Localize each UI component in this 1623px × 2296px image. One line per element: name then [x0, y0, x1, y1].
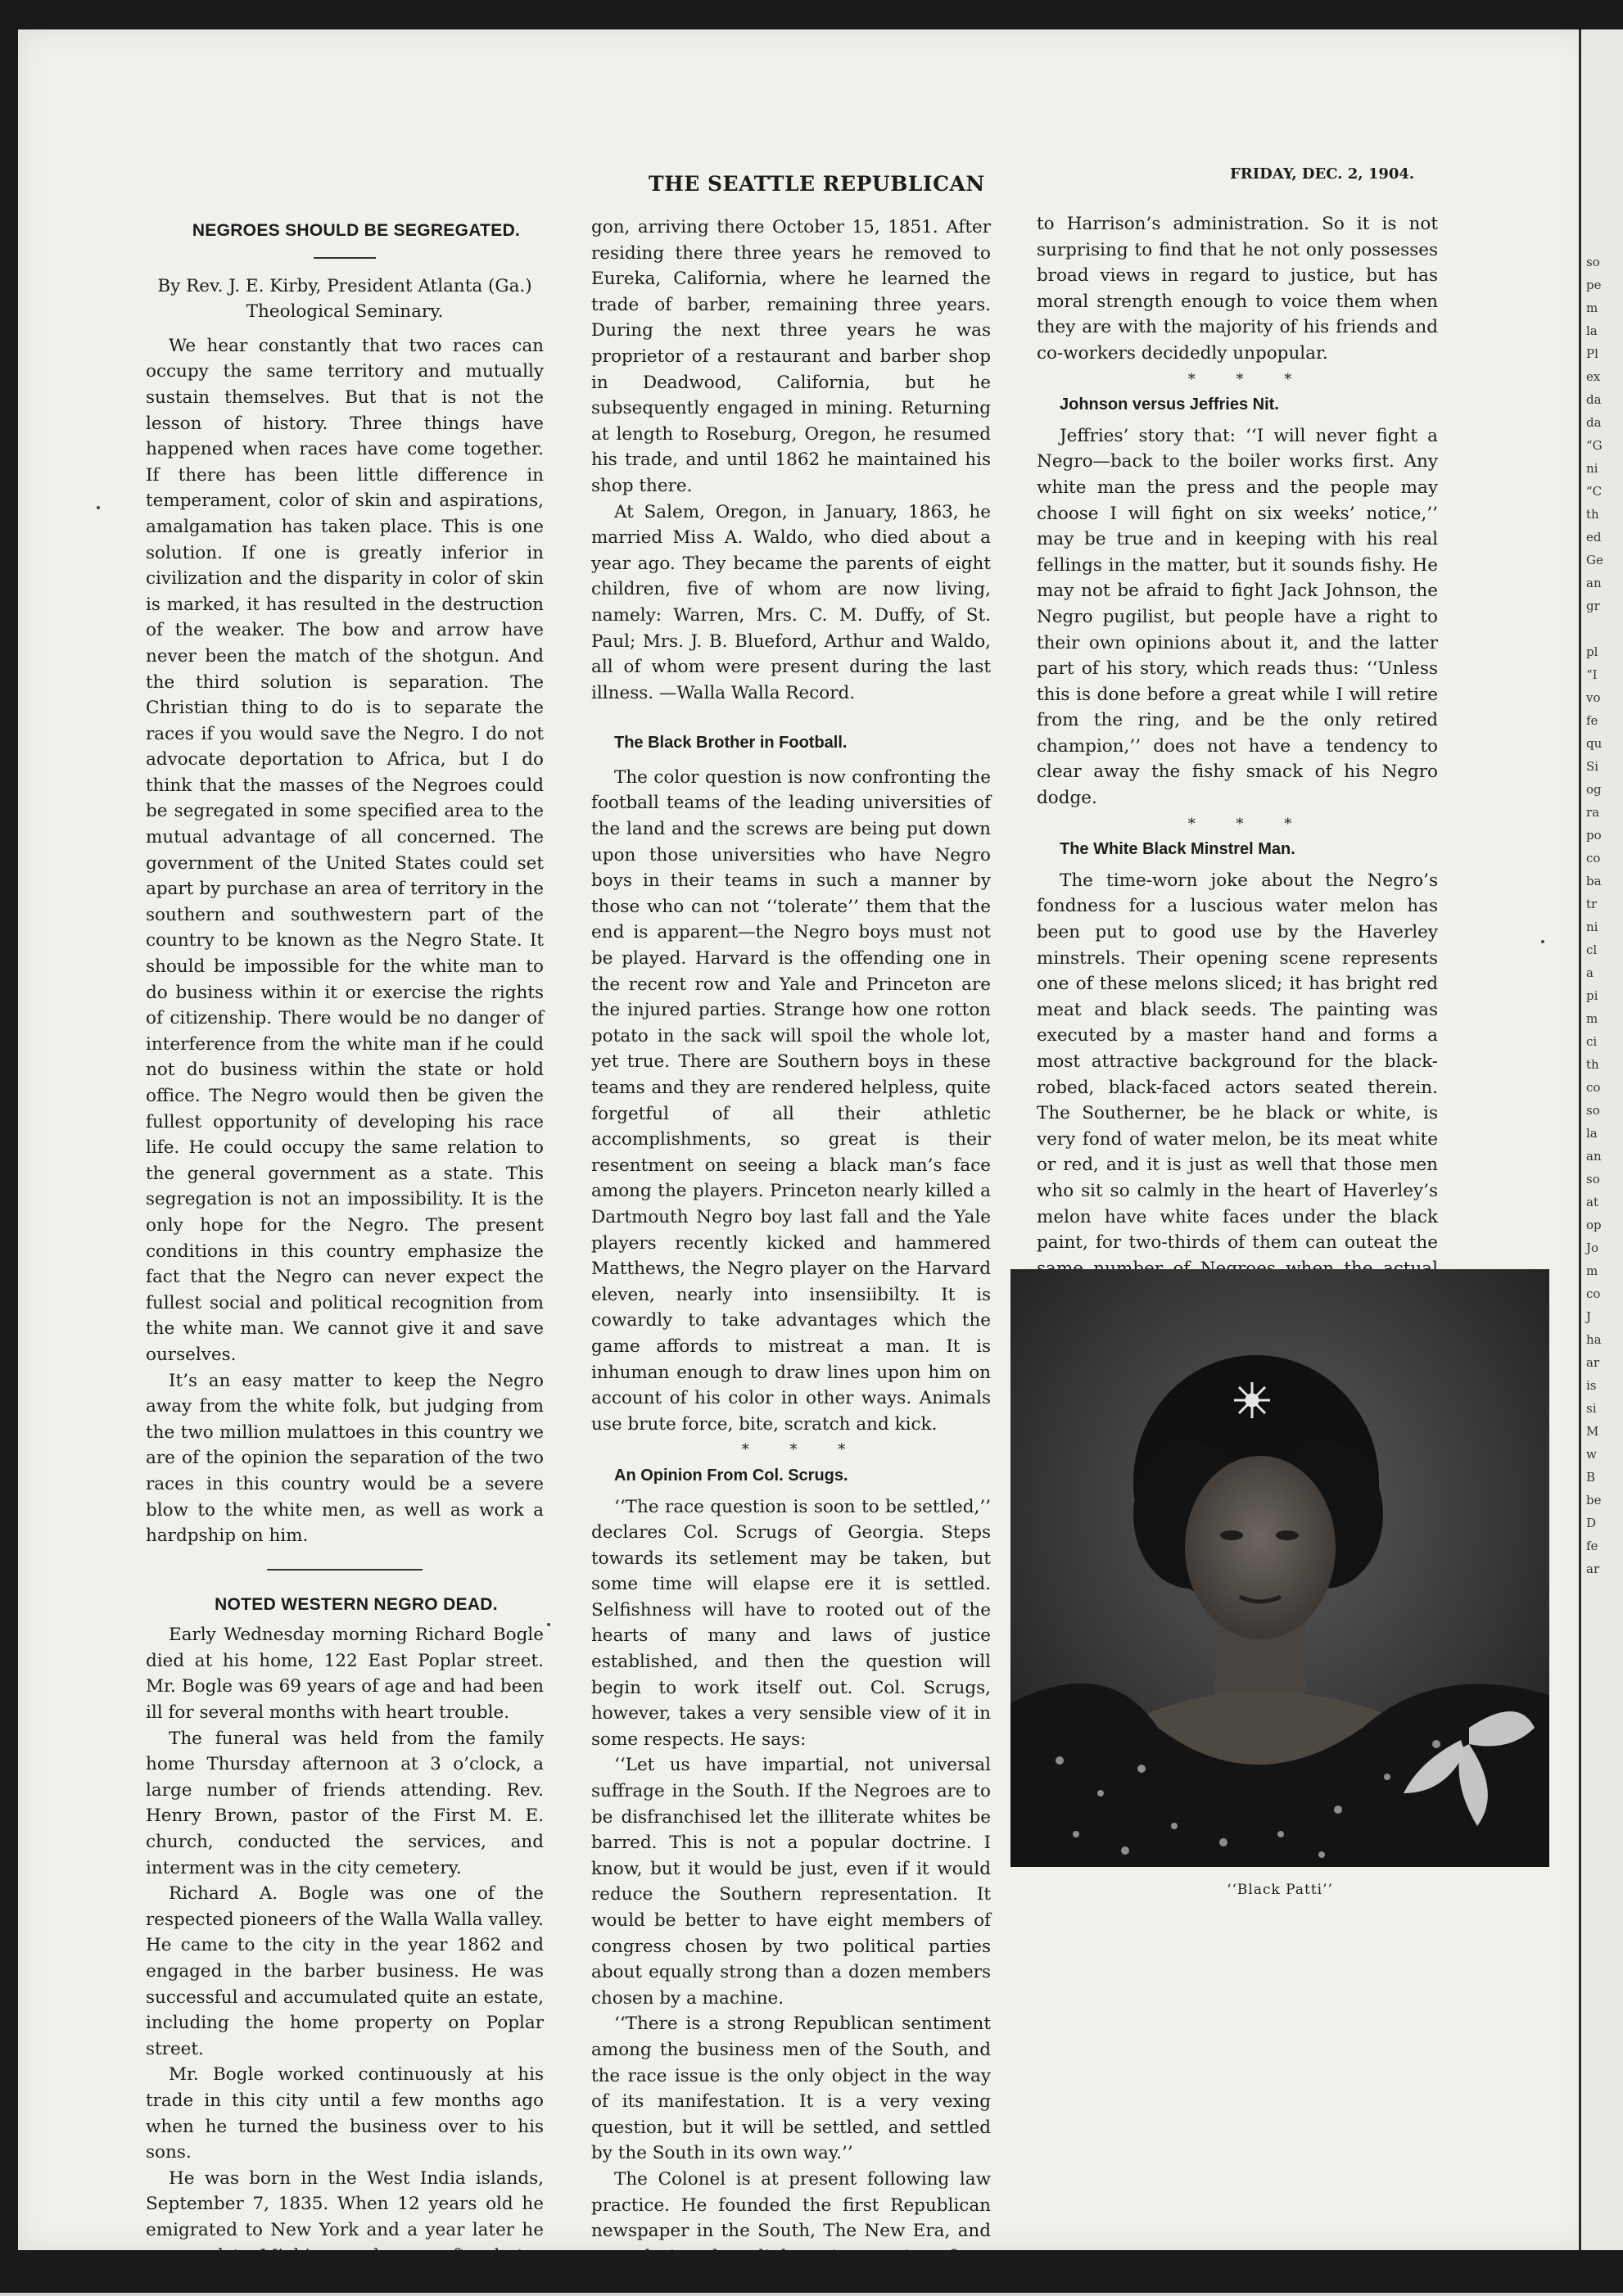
- adjacent-page-fragment: so: [1586, 255, 1600, 269]
- byline-line-2: Theological Seminary.: [246, 301, 444, 323]
- adjacent-page-fragment: Jo: [1586, 1241, 1599, 1255]
- adjacent-page-fragment: la: [1586, 323, 1598, 338]
- adjacent-page-fragment: pe: [1586, 278, 1602, 292]
- divider: [267, 1569, 423, 1571]
- section-separator: * * *: [1187, 370, 1310, 388]
- adjacent-page-fragment: ni: [1586, 461, 1598, 476]
- adjacent-page-fragment: D: [1586, 1516, 1597, 1530]
- portrait-photo: [1010, 1269, 1549, 1867]
- adjacent-page-fragment: so: [1586, 1103, 1600, 1118]
- paragraph: The funeral was held from the family home Thursday afternoon at 3 o’clock, a large number of friends attending. Rev. Henry Brown, pastor of the First M. E. church, conducted the services, and interment was in the city cemetery.: [146, 1728, 544, 1878]
- paragraph: Mr. Bogle worked continuously at his trade in this city until a few months ago when he turned the business over to his sons.: [146, 2064, 544, 2163]
- adjacent-page-fragment: a: [1586, 965, 1594, 980]
- adjacent-page-fragment: so: [1586, 1172, 1600, 1186]
- paragraph: ‘‘Let us have impartial, not universal suffrage in the South. If the Negroes are to be disfranchised let the illiterate whites be barred. This is not a popular doctrine. I know, but it would be just, even if it would reduce the Southern representation. It would be better to have eight members of congress chosen by two political parties about equally strong than a dozen members chosen by a machine.: [591, 1755, 991, 2009]
- print-speck: [97, 506, 100, 509]
- adjacent-page-fragment: da: [1586, 415, 1602, 430]
- paragraph: He was born in the West India islands, September 7, 1835. When 12 years old he emigrated to New York and a year later he removed to Michigan, whence, after but a brief residence he crossed the plains to Ore-: [146, 2167, 544, 2293]
- adjacent-page-fragment: is: [1586, 1378, 1597, 1393]
- adjacent-page-fragment: cl: [1586, 942, 1598, 957]
- adjacent-page-fragment: th: [1586, 1057, 1599, 1072]
- adjacent-page-fragment: Si: [1586, 759, 1599, 774]
- adjacent-page-fragment: tr: [1586, 897, 1598, 911]
- adjacent-page-fragment: si: [1586, 1401, 1597, 1416]
- adjacent-page-fragment: ba: [1586, 874, 1602, 888]
- portrait-illustration: [1010, 1269, 1549, 1867]
- paragraph: Jeffries’ story that: ‘‘I will never fight a Negro—back to the boiler works first. Any white man the press and the people may choose I will fight on six weeks’ notice,’’ may be true and in keeping with his real fellings in the matter, but it sounds fishy. He may not be afraid to fight Jack Johnson, the Negro pugilist, but people have a right to their own opinions about it, and the latter part of his story, which reads thus: ‘‘Unless this is done before a great while I will retire from the ring, and be the only retired champion,’’ does not have a tendency to clear away the fishy smack of his Negro dodge.: [1037, 425, 1438, 809]
- print-speck: [547, 1623, 550, 1626]
- adjacent-page-fragment: at: [1586, 1195, 1598, 1209]
- adjacent-page-fragment: vo: [1586, 690, 1601, 705]
- adjacent-page-fragments: [1581, 29, 1623, 1580]
- adjacent-page-fragment: Pl: [1586, 346, 1598, 361]
- adjacent-page-fragment: m: [1586, 1263, 1598, 1278]
- adjacent-page-fragment: ed: [1586, 530, 1602, 545]
- adjacent-page-fragment: ra: [1586, 805, 1600, 820]
- adjacent-page-fragment: la: [1586, 1126, 1598, 1141]
- adjacent-page-fragment: gr: [1586, 599, 1600, 613]
- adjacent-page-fragment: ni: [1586, 920, 1598, 934]
- adjacent-page-fragment: co: [1586, 1286, 1601, 1301]
- paragraph: gon, arriving there October 15, 1851. After residing there three years he removed to Eureka, California, where he learned the trade of barber, remaining three years. During the next three years he was proprietor of a restaurant and barber shop in Deadwood, California, but he subsequently engaged in mining. Returning at length to Roseburg, Oregon, he resumed his trade, and until 1862 he maintained his shop there.: [591, 217, 991, 496]
- divider: [314, 257, 376, 259]
- adjacent-page-fragment: J: [1586, 1309, 1592, 1324]
- masthead-title: THE SEATTLE REPUBLICAN: [649, 172, 985, 196]
- paragraph: The time-worn joke about the Negro’s fondness for a luscious water melon has been put to good use by the Haverley minstrels. Their opening scene represents one of these melons sliced; it has bright red meat and black seeds. The painting was executed by a master hand and forms a most attractive background for the black-robed, black-faced actors seated therein. The Southerner, be he black or white, is very fond of water melon, be its meat white or red, and it is just as well that those men who sit so calmly in the heart of Haverley’s melon have white faces under the black paint, for two-thirds of them can outeat the: [1037, 870, 1438, 1254]
- adjacent-page-fragment: co: [1586, 1080, 1601, 1095]
- headline-bogle: NOTED WESTERN NEGRO DEAD.: [215, 1594, 498, 1614]
- adjacent-page-fragment: Ge: [1586, 553, 1603, 567]
- adjacent-page-fragment: m: [1586, 301, 1598, 315]
- section-separator: * * *: [741, 1441, 864, 1459]
- adjacent-page-fragment: da: [1586, 392, 1602, 407]
- paragraph: ‘‘The race question is soon to be settled,’’ declares Col. Scrugs of Georgia. Steps towards its setlement may be taken, but some time will elapse ere it is settled. Selfishness will have to rooted out of the hearts of many and laws of justice established, and then the question will begin to work itself out. Col. Scrugs, however, takes a very sensible view of it in some respects. He says:: [591, 1496, 991, 1750]
- adjacent-page-fragment: an: [1586, 576, 1602, 590]
- adjacent-page-fragment: [1581, 617, 1623, 640]
- adjacent-page-fragment: fe: [1586, 1539, 1598, 1553]
- adjacent-page-fragment: th: [1586, 507, 1599, 522]
- adjacent-page-fragment: ar: [1586, 1562, 1600, 1576]
- headline-scrugs: An Opinion From Col. Scrugs.: [614, 1466, 848, 1485]
- paragraph: The Colonel is at present following law practice. He founded the first Republican newspaper in the South, The New Era, and served in the diplomatic service from Grant’s: [591, 2168, 991, 2294]
- adjacent-page-fragment: M: [1586, 1424, 1599, 1439]
- photo-caption: ‘‘Black Patti’’: [1227, 1882, 1333, 1898]
- adjacent-page-fragment: co: [1586, 851, 1601, 866]
- headline-segregated: NEGROES SHOULD BE SEGREGATED.: [192, 221, 521, 240]
- adjacent-page-fragment: ex: [1586, 369, 1601, 384]
- adjacent-page-fragment: op: [1586, 1218, 1602, 1232]
- adjacent-page-fragment: pl: [1586, 644, 1598, 659]
- byline-line-1: By Rev. J. E. Kirby, President Atlanta (Ga.): [157, 275, 532, 296]
- column-3: [1037, 211, 1438, 1308]
- adjacent-page-fragment: pi: [1586, 988, 1598, 1003]
- paragraph: Richard A. Bogle was one of the respected pioneers of the Walla Walla valley. He came to the city in the year 1862 and engaged in the barber business. He was successful and accumulated quite an estate, including the home property on Poplar street.: [146, 1883, 544, 2059]
- adjacent-page-fragment: qu: [1586, 736, 1603, 751]
- paragraph: ‘‘There is a strong Republican sentiment among the business men of the South, and the race issue is the only object in the way of its manifestation. It is a very vexing question, but it will be settled, and settled by the South in its own way.’’: [591, 2014, 991, 2164]
- adjacent-page-fragment: ha: [1586, 1332, 1602, 1347]
- adjacent-page-fragment: ar: [1586, 1355, 1600, 1370]
- adjacent-page-fragment: w: [1586, 1447, 1597, 1462]
- adjacent-page-fragment: an: [1586, 1149, 1602, 1164]
- adjacent-page-fragment: ci: [1586, 1034, 1598, 1049]
- adjacent-page-fragment: og: [1586, 782, 1602, 797]
- masthead-date: FRIDAY, DEC. 2, 1904.: [1230, 165, 1415, 183]
- column-1: [146, 218, 544, 2295]
- adjacent-page-fragment: “C: [1586, 484, 1603, 499]
- adjacent-page-fragment: “G: [1586, 438, 1603, 453]
- paragraph: We hear constantly that two races can occupy the same territory and mutually sustain themselves. But that is not the lesson of history. Three things have happened when races have come together. If there has been little difference in temperament, color of skin and aspirations, amalgamation has taken place. This is one solution. If one is greatly inferior in civilization and the disparity in color of skin is marked, it has resulted in the destruction of the weaker. The bow and arrow have never been the match of the shotgun. And the third solution is separation. The Christian thing to do is to separate the races if you would save the Negro. I do not advocate deportation to Africa, but I do think that the masses of the Negroes could be segregated in some specified area to the mutual advantage of all concerned. The government of the United States could set apart by purchase an area of territory in the southern and southwestern part of the country to be known as the Negro State. It should be impossible for the white man to do business within it or exercise the rights of citizenship. There would be no danger of interference from the white man if he could not do business within the state or hold office. The Negro would then be given the fullest opportunity of developing his race life. He could occupy the same relation to the general government as a state. This segregation is not an impossibility. It is the only hope for the Negro. The present conditions in this country emphasize the fact that the Negro can never expect the fullest social and political recognition from the white man. We cannot give it and save ourselves.: [146, 335, 544, 1365]
- paragraph: At Salem, Oregon, in January, 1863, he married Miss A. Waldo, who died about a year ago. They became the parents of eight children, five of whom are now living, namely: Warren, Mrs. C. M. Duffy, of St. Paul; Mrs. J. B. Blueford, Arthur and Waldo, all of whom were present during the last illness. —Walla Walla Record.: [591, 501, 991, 703]
- adjacent-page-fragment: B: [1586, 1470, 1596, 1485]
- headline-jeffries: Johnson versus Jeffries Nit.: [1060, 395, 1279, 414]
- paragraph: Early Wednesday morning Richard Bogle died at his home, 122 East Poplar street. Mr. Bogle was 69 years of age and had been ill for several months with heart trouble.: [146, 1625, 544, 1724]
- adjacent-page-edge: [1579, 29, 1623, 2250]
- adjacent-page-fragment: po: [1586, 828, 1602, 843]
- paragraph: to Harrison’s administration. So it is not surprising to find that he not only possesses broad views in regard to justice, but has moral strength enough to voice them when they are with the majority of his friends and co-workers decidedly unpopular.: [1037, 214, 1438, 364]
- paragraph: It’s an easy matter to keep the Negro away from the white folk, but judging from the two million mulattoes in this country we are of the opinion the separation of the two races in this country would be a severe blow to the white men, as well as work a hardpship on him.: [146, 1370, 544, 1547]
- headline-football: The Black Brother in Football.: [614, 734, 848, 753]
- adjacent-page-fragment: “I: [1586, 667, 1598, 682]
- adjacent-page-fragment: fe: [1586, 713, 1598, 728]
- headline-minstrel: The White Black Minstrel Man.: [1060, 840, 1295, 859]
- paragraph: The color question is now confronting the football teams of the leading universities of the land and the screws are being put down upon those universities who have Negro boys in their teams in such a manner by those who can not ‘‘tolerate’’ them that the end is apparent—the Negro boys must not be played. Harvard is the offending one in the recent row and Yale and Princeton are the injured parties. Strange how one rotton potato in the sack will spoil the whole lot, yet true. There are Southern boys in these teams and they are rendered helpless, quite forgetful of all their athletic accomplishments, so great is their resentment on seeing a black man’s face among the players. Princeton nearly killed a Dartmouth Negro boy last fall and the Yale players recently kicked and hammered Matthews, the Negro player on the Harvard eleven, nearly into insensiibilty. It is cowardly to take advantages which the game affords to mistreat a man. It is inhuman enough to draw lines upon him on account of his color in other ways. Animals use brute force, bite, scratch and kick.: [591, 766, 991, 1435]
- column-2: [591, 215, 991, 2296]
- print-speck: [1541, 940, 1544, 943]
- adjacent-page-fragment: m: [1586, 1011, 1598, 1026]
- adjacent-page-fragment: be: [1586, 1493, 1602, 1507]
- section-separator: * * *: [1187, 815, 1310, 833]
